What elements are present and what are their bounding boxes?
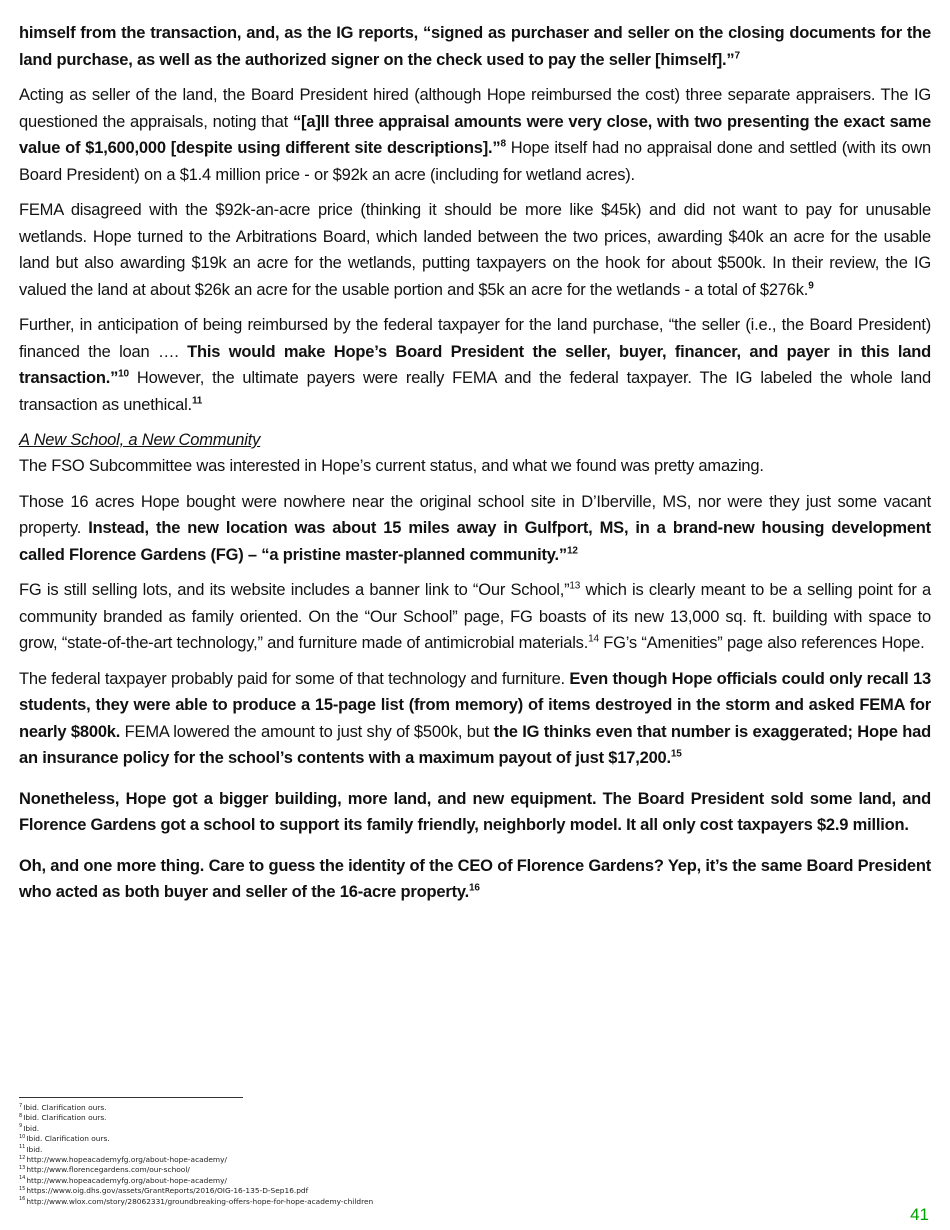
paragraph-8: The federal taxpayer probably paid for some of that technology and furniture. Even though Hope officials could only recall 13 students, they were able to produce a 15-page list (from memory) of items destroyed in the storm and asked FEMA for nearly $800k. FEMA lowered the amount to just shy of $500k, but the IG thinks even that number is exaggerated; Hope had an insurance policy for the school’s contents with a maximum payout of just $17,200.15 [19, 669, 931, 767]
paragraph-3: FEMA disagreed with the $92k-an-acre price (thinking it should be more like $45k) and did not want to pay for unusable wetlands. Hope turned to the Arbitrations Board, which landed between the two prices, awarding $40k an acre for the usable land but also awarding $19k an acre for the wetlands, putting taxpayers on the hook for about $500k. In their review, the IG valued the land at about $26k an acre for the usable portion and $5k an acre for the wetlands - a total of $276k.$^9$ [19, 201, 931, 299]
footnote-link[interactable]: $^{14}$http://www.hopeacademyfg.org/about-hope-academy/ [19, 1175, 227, 1185]
footnote: $^{10}$Ibid. Clarification ours. [19, 1133, 110, 1144]
page-number: 41 [910, 1205, 929, 1224]
footnote-link[interactable]: $^{15}$https://www.oig.dhs.gov/assets/GrantReports/2016/OIG-16-135-D-Sep16.pdf [19, 1185, 309, 1196]
paragraph-5: The FSO Subcommittee was interested in Hope’s current status, and what we found was pretty amazing. [19, 457, 764, 475]
footnotes [19, 1103, 719, 1207]
paragraph-2: Acting as seller of the land, the Board President hired (although Hope reimbursed the cost) three separate appraisers. The IG questioned the appraisals, noting that “[a]ll three appraisal amounts were very close, with two presenting the exact same value of $1,600,000 [despite using different site descriptions].”$^8$ Hope itself had no appraisal done and settled (with its own Board President) on a $1.4 million price - or $92k an acre (including for wetland acres). [19, 86, 931, 184]
footnote: $^8$Ibid. Clarification ours. [19, 1112, 107, 1123]
footnote: $^7$Ibid. Clarification ours. [19, 1102, 107, 1112]
footnote-ref-15: 15 [670, 748, 682, 760]
footnote-ref-10: 10 [118, 368, 129, 380]
footnote: $^{11}$Ibid. [19, 1144, 43, 1154]
paragraph-6: Those 16 acres Hope bought were nowhere near the original school site in D’Iberville, MS, nor were they just some vacant property. Instead, the new location was about 15 miles away in Gulfport, MS, in a brand-new housing development called Florence Gardens (FG) – “a pristine master-planned community.”$^{12}$ [19, 492, 931, 564]
footnote-ref-12: 12 [566, 545, 578, 556]
footnote-link[interactable]: $^{16}$http://www.wlox.com/story/28062331/groundbreaking-offers-hope-for-hope-academy-children [19, 1196, 374, 1206]
document-body [19, 20, 931, 915]
footnote-ref-13: 13 [569, 580, 581, 592]
footnote-divider [19, 1097, 243, 1098]
footnote-ref-7: 7 [734, 50, 740, 61]
paragraph-1: himself from the transaction, and, as the IG reports, “signed as purchaser and seller on the closing documents for the land purchase, as well as the authorized signer on the check used to pay the seller [himself].”$^7$ [19, 24, 931, 69]
section-heading: A New School, a New Community [19, 431, 261, 449]
footnote-ref-11: 11 [191, 395, 203, 406]
footnote-ref-8: 8 [500, 138, 506, 150]
footnote-link[interactable]: $^{13}$http://www.florencegardens.com/our-school/ [19, 1164, 190, 1175]
footnote-ref-9: 9 [808, 280, 814, 291]
paragraph-4: Further, in anticipation of being reimbursed by the federal taxpayer for the land purchase, “the seller (i.e., the Board President) financed the loan …. This would make Hope’s Board President the seller, buyer, financer, and payer in this land transaction.”$^{10}$ However, the ultimate payers were really FEMA and the federal taxpayer. The IG labeled the whole land transaction as unethical.$^{11}$ [19, 316, 931, 414]
footnote-ref-16: 16 [469, 882, 480, 894]
footnote-ref-14: 14 [588, 633, 599, 645]
footnote: $^9$Ibid. [19, 1123, 40, 1133]
paragraph-10: Oh, and one more thing. Care to guess the identity of the CEO of Florence Gardens? Yep, it’s the same Board President who acted as both buyer and seller of the 16-acre property.$^{16}$ [19, 856, 931, 901]
paragraph-9: Nonetheless, Hope got a bigger building, more land, and new equipment. The Board President sold some land, and Florence Gardens got a school to support its family friendly, neighborly model. It all only cost taxpayers $2.9 million. [19, 789, 931, 834]
footnote-link[interactable]: $^{12}$http://www.hopeacademyfg.org/about-hope-academy/ [19, 1154, 227, 1165]
paragraph-7: FG is still selling lots, and its website includes a banner link to “Our School,”$^{13}$ which is clearly meant to be a selling point for a community branded as family oriented. On the “Our School” page, FG boasts of its new 13,000 sq. ft. building with space to grow, “state-of-the-art technology,” and furniture made of antimicrobial materials.$^{14}$ FG’s “Amenities” page also references Hope. [19, 580, 931, 652]
